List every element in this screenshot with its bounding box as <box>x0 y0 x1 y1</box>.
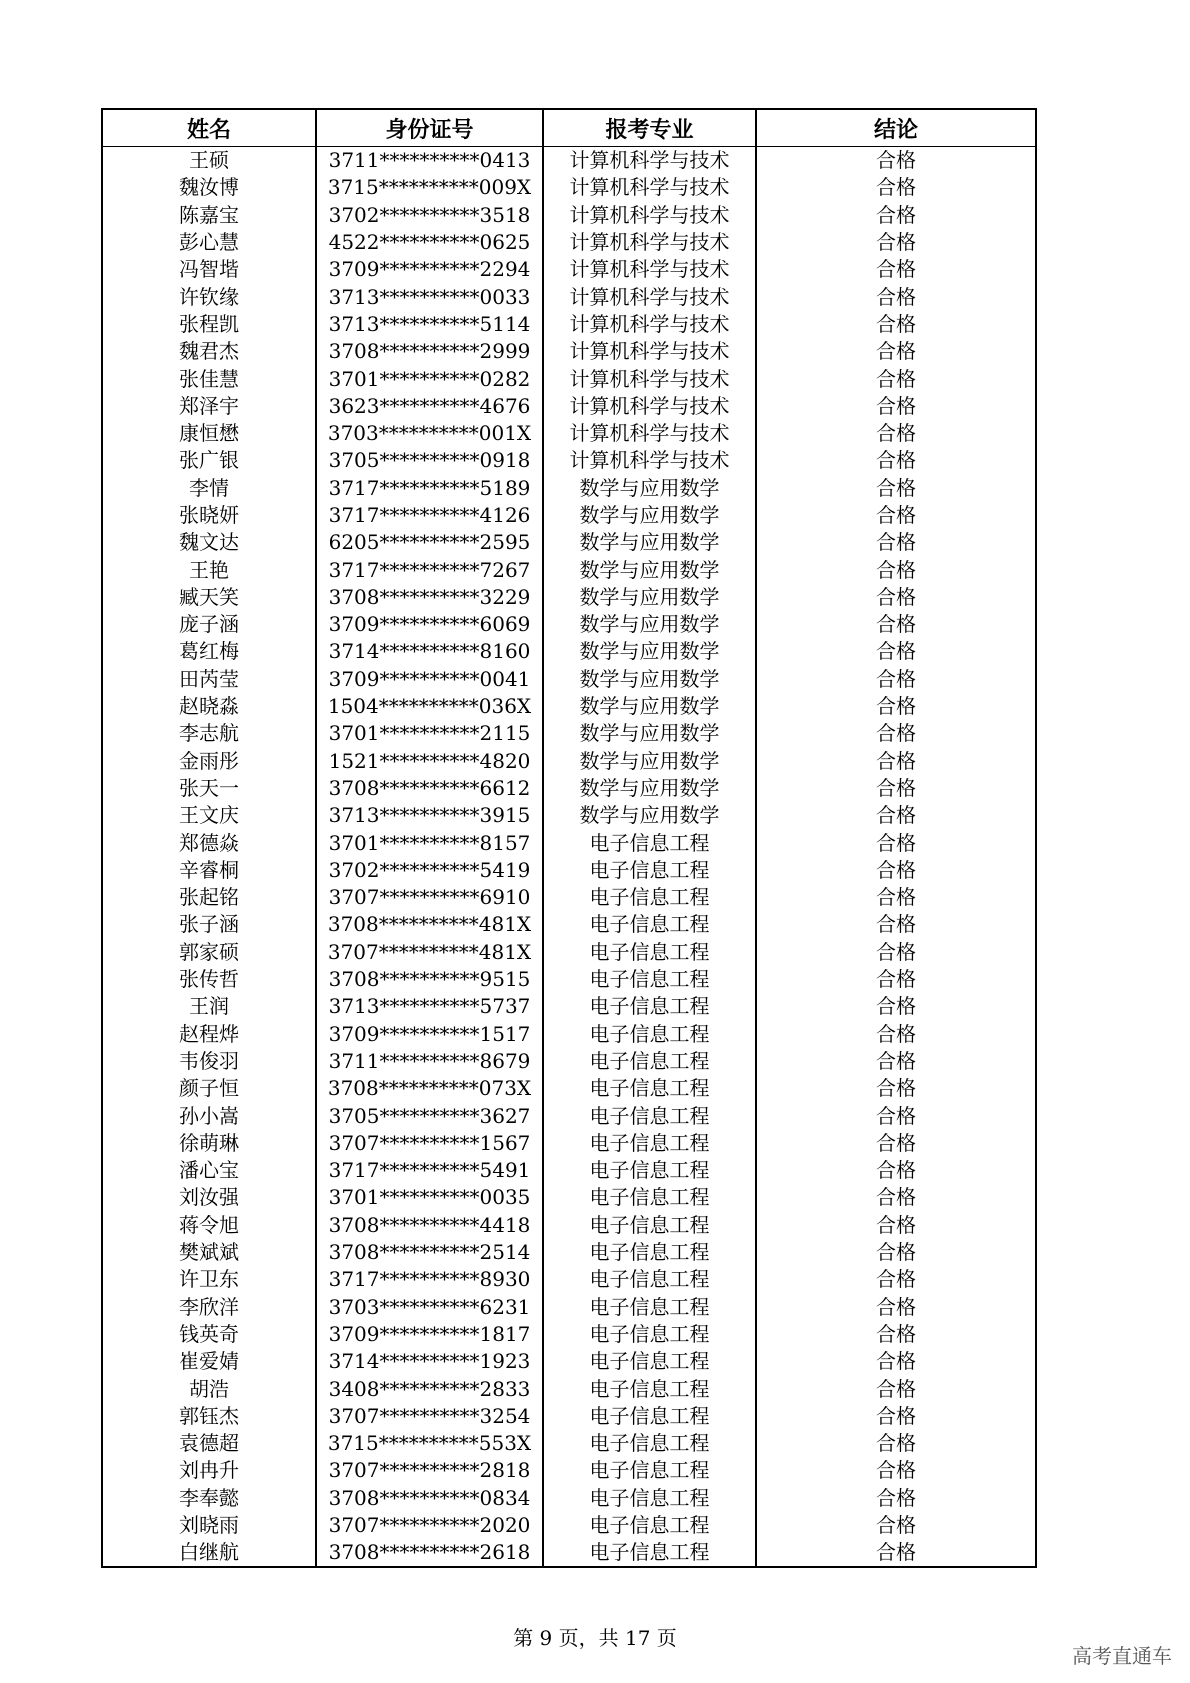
cell-result: 合格 <box>756 666 1036 693</box>
cell-id-number: 3715**********553X <box>316 1430 543 1457</box>
cell-result: 合格 <box>756 202 1036 229</box>
cell-major: 数学与应用数学 <box>543 666 756 693</box>
cell-id-number: 3708**********2618 <box>316 1539 543 1567</box>
cell-name: 葛红梅 <box>102 638 316 665</box>
table-row <box>102 775 1036 802</box>
table-row <box>102 1239 1036 1266</box>
cell-id-number: 3708**********3229 <box>316 584 543 611</box>
cell-id-number: 3709**********1517 <box>316 1021 543 1048</box>
cell-id-number: 3702**********3518 <box>316 202 543 229</box>
cell-result: 合格 <box>756 829 1036 856</box>
cell-major: 计算机科学与技术 <box>543 256 756 283</box>
cell-id-number: 3709**********6069 <box>316 611 543 638</box>
cell-name: 辛睿桐 <box>102 857 316 884</box>
cell-major: 电子信息工程 <box>543 1212 756 1239</box>
table-row <box>102 884 1036 911</box>
table-row <box>102 475 1036 502</box>
cell-id-number: 3713**********0033 <box>316 283 543 310</box>
header-result: 结论 <box>756 109 1036 147</box>
cell-major: 电子信息工程 <box>543 1075 756 1102</box>
cell-major: 电子信息工程 <box>543 1321 756 1348</box>
table-row <box>102 1457 1036 1484</box>
cell-name: 张传哲 <box>102 966 316 993</box>
cell-name: 许卫东 <box>102 1266 316 1293</box>
cell-id-number: 3701**********0035 <box>316 1184 543 1211</box>
cell-id-number: 3717**********8930 <box>316 1266 543 1293</box>
table-row <box>102 1102 1036 1129</box>
cell-result: 合格 <box>756 1293 1036 1320</box>
table-row <box>102 1048 1036 1075</box>
cell-result: 合格 <box>756 802 1036 829</box>
cell-id-number: 3408**********2833 <box>316 1375 543 1402</box>
cell-id-number: 3701**********0282 <box>316 365 543 392</box>
table-row <box>102 584 1036 611</box>
cell-result: 合格 <box>756 1212 1036 1239</box>
cell-id-number: 3717**********7267 <box>316 556 543 583</box>
cell-result: 合格 <box>756 1021 1036 1048</box>
cell-name: 郭家硕 <box>102 939 316 966</box>
table-row <box>102 693 1036 720</box>
cell-name: 魏君杰 <box>102 338 316 365</box>
cell-id-number: 3717**********4126 <box>316 502 543 529</box>
cell-result: 合格 <box>756 1157 1036 1184</box>
cell-id-number: 3715**********009X <box>316 174 543 201</box>
cell-result: 合格 <box>756 529 1036 556</box>
cell-name: 孙小嵩 <box>102 1102 316 1129</box>
cell-result: 合格 <box>756 775 1036 802</box>
cell-name: 郑德焱 <box>102 829 316 856</box>
table-row <box>102 1130 1036 1157</box>
cell-result: 合格 <box>756 1130 1036 1157</box>
cell-result: 合格 <box>756 475 1036 502</box>
table-row <box>102 1266 1036 1293</box>
cell-name: 田芮莹 <box>102 666 316 693</box>
cell-major: 电子信息工程 <box>543 939 756 966</box>
table-row <box>102 365 1036 392</box>
table-row <box>102 1348 1036 1375</box>
cell-name: 钱英奇 <box>102 1321 316 1348</box>
cell-result: 合格 <box>756 1321 1036 1348</box>
cell-id-number: 3708**********2514 <box>316 1239 543 1266</box>
table-row <box>102 829 1036 856</box>
table-header-row <box>102 109 1036 147</box>
cell-id-number: 3707**********1567 <box>316 1130 543 1157</box>
cell-result: 合格 <box>756 584 1036 611</box>
cell-major: 电子信息工程 <box>543 1157 756 1184</box>
header-id: 身份证号 <box>316 109 543 147</box>
cell-id-number: 3701**********2115 <box>316 720 543 747</box>
cell-major: 计算机科学与技术 <box>543 283 756 310</box>
cell-name: 刘晓雨 <box>102 1512 316 1539</box>
cell-name: 郑泽宇 <box>102 393 316 420</box>
cell-name: 李志航 <box>102 720 316 747</box>
cell-name: 许钦缘 <box>102 283 316 310</box>
cell-major: 电子信息工程 <box>543 857 756 884</box>
table-row <box>102 229 1036 256</box>
cell-name: 李情 <box>102 475 316 502</box>
cell-major: 电子信息工程 <box>543 993 756 1020</box>
cell-name: 康恒懋 <box>102 420 316 447</box>
cell-major: 电子信息工程 <box>543 1130 756 1157</box>
cell-major: 数学与应用数学 <box>543 748 756 775</box>
table-row <box>102 1375 1036 1402</box>
watermark-text: 高考直通车 <box>1072 1644 1172 1668</box>
cell-id-number: 3711**********8679 <box>316 1048 543 1075</box>
cell-name: 徐萌琳 <box>102 1130 316 1157</box>
cell-result: 合格 <box>756 1375 1036 1402</box>
cell-major: 电子信息工程 <box>543 911 756 938</box>
cell-result: 合格 <box>756 1348 1036 1375</box>
table-row <box>102 502 1036 529</box>
cell-major: 电子信息工程 <box>543 1403 756 1430</box>
cell-id-number: 4522**********0625 <box>316 229 543 256</box>
cell-result: 合格 <box>756 338 1036 365</box>
cell-result: 合格 <box>756 857 1036 884</box>
table-row <box>102 720 1036 747</box>
cell-major: 电子信息工程 <box>543 1048 756 1075</box>
cell-id-number: 3708**********2999 <box>316 338 543 365</box>
cell-major: 计算机科学与技术 <box>543 147 756 175</box>
cell-id-number: 3714**********1923 <box>316 1348 543 1375</box>
cell-major: 数学与应用数学 <box>543 611 756 638</box>
cell-result: 合格 <box>756 1512 1036 1539</box>
cell-result: 合格 <box>756 939 1036 966</box>
cell-name: 金雨彤 <box>102 748 316 775</box>
cell-name: 李奉懿 <box>102 1485 316 1512</box>
cell-result: 合格 <box>756 884 1036 911</box>
qualification-table <box>101 108 1037 1568</box>
cell-major: 电子信息工程 <box>543 1430 756 1457</box>
cell-result: 合格 <box>756 720 1036 747</box>
cell-result: 合格 <box>756 556 1036 583</box>
cell-id-number: 3703**********001X <box>316 420 543 447</box>
header-name: 姓名 <box>102 109 316 147</box>
cell-result: 合格 <box>756 283 1036 310</box>
cell-id-number: 3717**********5491 <box>316 1157 543 1184</box>
cell-result: 合格 <box>756 365 1036 392</box>
cell-id-number: 6205**********2595 <box>316 529 543 556</box>
cell-result: 合格 <box>756 1403 1036 1430</box>
cell-id-number: 3707**********2818 <box>316 1457 543 1484</box>
cell-major: 电子信息工程 <box>543 1457 756 1484</box>
header-major: 报考专业 <box>543 109 756 147</box>
table-row <box>102 666 1036 693</box>
cell-name: 白继航 <box>102 1539 316 1567</box>
table-row <box>102 911 1036 938</box>
cell-major: 计算机科学与技术 <box>543 174 756 201</box>
table-row <box>102 147 1036 175</box>
cell-name: 魏文达 <box>102 529 316 556</box>
cell-major: 计算机科学与技术 <box>543 338 756 365</box>
cell-major: 数学与应用数学 <box>543 475 756 502</box>
cell-id-number: 3709**********0041 <box>316 666 543 693</box>
cell-name: 蒋令旭 <box>102 1212 316 1239</box>
table-row <box>102 338 1036 365</box>
cell-name: 张程凯 <box>102 311 316 338</box>
table-row <box>102 529 1036 556</box>
cell-id-number: 3711**********0413 <box>316 147 543 175</box>
table-row <box>102 447 1036 474</box>
cell-id-number: 3713**********3915 <box>316 802 543 829</box>
cell-name: 魏汝博 <box>102 174 316 201</box>
cell-name: 张晓妍 <box>102 502 316 529</box>
cell-name: 张起铭 <box>102 884 316 911</box>
cell-name: 崔爱婧 <box>102 1348 316 1375</box>
cell-result: 合格 <box>756 966 1036 993</box>
cell-result: 合格 <box>756 229 1036 256</box>
table-row <box>102 1321 1036 1348</box>
table-row <box>102 1212 1036 1239</box>
cell-result: 合格 <box>756 1266 1036 1293</box>
cell-name: 王文庆 <box>102 802 316 829</box>
cell-major: 数学与应用数学 <box>543 529 756 556</box>
cell-id-number: 3703**********6231 <box>316 1293 543 1320</box>
cell-major: 电子信息工程 <box>543 1375 756 1402</box>
table-body <box>102 147 1036 1568</box>
cell-result: 合格 <box>756 1184 1036 1211</box>
cell-major: 电子信息工程 <box>543 1239 756 1266</box>
cell-major: 电子信息工程 <box>543 1102 756 1129</box>
cell-name: 陈嘉宝 <box>102 202 316 229</box>
cell-id-number: 1504**********036X <box>316 693 543 720</box>
cell-name: 庞子涵 <box>102 611 316 638</box>
cell-major: 电子信息工程 <box>543 1266 756 1293</box>
table-row <box>102 283 1036 310</box>
cell-name: 赵程烨 <box>102 1021 316 1048</box>
table-row <box>102 420 1036 447</box>
cell-result: 合格 <box>756 993 1036 1020</box>
cell-result: 合格 <box>756 502 1036 529</box>
cell-id-number: 3623**********4676 <box>316 393 543 420</box>
table-row <box>102 1512 1036 1539</box>
table-row <box>102 939 1036 966</box>
cell-name: 颜子恒 <box>102 1075 316 1102</box>
table-row <box>102 174 1036 201</box>
cell-major: 计算机科学与技术 <box>543 229 756 256</box>
table-row <box>102 802 1036 829</box>
cell-major: 计算机科学与技术 <box>543 202 756 229</box>
cell-result: 合格 <box>756 393 1036 420</box>
document-page <box>101 108 1035 1568</box>
table-row <box>102 1075 1036 1102</box>
table-row <box>102 638 1036 665</box>
cell-id-number: 3707**********3254 <box>316 1403 543 1430</box>
table-row <box>102 1539 1036 1567</box>
cell-id-number: 3709**********1817 <box>316 1321 543 1348</box>
cell-result: 合格 <box>756 611 1036 638</box>
cell-major: 数学与应用数学 <box>543 556 756 583</box>
cell-result: 合格 <box>756 311 1036 338</box>
table-row <box>102 1403 1036 1430</box>
cell-name: 袁德超 <box>102 1430 316 1457</box>
cell-major: 电子信息工程 <box>543 1184 756 1211</box>
cell-major: 数学与应用数学 <box>543 802 756 829</box>
table-row <box>102 1184 1036 1211</box>
cell-id-number: 3708**********6612 <box>316 775 543 802</box>
cell-major: 计算机科学与技术 <box>543 420 756 447</box>
cell-id-number: 3705**********3627 <box>316 1102 543 1129</box>
cell-id-number: 3707**********2020 <box>316 1512 543 1539</box>
cell-name: 王艳 <box>102 556 316 583</box>
table-row <box>102 857 1036 884</box>
cell-id-number: 1521**********4820 <box>316 748 543 775</box>
cell-name: 樊斌斌 <box>102 1239 316 1266</box>
cell-major: 计算机科学与技术 <box>543 393 756 420</box>
cell-name: 臧天笑 <box>102 584 316 611</box>
cell-id-number: 3713**********5737 <box>316 993 543 1020</box>
cell-major: 数学与应用数学 <box>543 638 756 665</box>
cell-name: 冯智堦 <box>102 256 316 283</box>
cell-major: 电子信息工程 <box>543 1293 756 1320</box>
cell-name: 赵晓淼 <box>102 693 316 720</box>
cell-result: 合格 <box>756 911 1036 938</box>
table-row <box>102 1485 1036 1512</box>
cell-name: 彭心慧 <box>102 229 316 256</box>
cell-result: 合格 <box>756 748 1036 775</box>
cell-major: 电子信息工程 <box>543 1348 756 1375</box>
cell-major: 数学与应用数学 <box>543 720 756 747</box>
cell-result: 合格 <box>756 147 1036 175</box>
table-row <box>102 748 1036 775</box>
table-row <box>102 202 1036 229</box>
table-row <box>102 311 1036 338</box>
cell-id-number: 3714**********8160 <box>316 638 543 665</box>
table-row <box>102 966 1036 993</box>
cell-name: 刘冉升 <box>102 1457 316 1484</box>
table-row <box>102 393 1036 420</box>
cell-major: 电子信息工程 <box>543 884 756 911</box>
cell-id-number: 3705**********0918 <box>316 447 543 474</box>
cell-major: 数学与应用数学 <box>543 584 756 611</box>
cell-result: 合格 <box>756 693 1036 720</box>
cell-major: 电子信息工程 <box>543 1485 756 1512</box>
cell-major: 数学与应用数学 <box>543 775 756 802</box>
cell-major: 计算机科学与技术 <box>543 447 756 474</box>
cell-result: 合格 <box>756 1075 1036 1102</box>
cell-result: 合格 <box>756 1485 1036 1512</box>
cell-id-number: 3707**********6910 <box>316 884 543 911</box>
cell-result: 合格 <box>756 1048 1036 1075</box>
table-row <box>102 256 1036 283</box>
cell-major: 电子信息工程 <box>543 1539 756 1567</box>
cell-name: 胡浩 <box>102 1375 316 1402</box>
table-row <box>102 611 1036 638</box>
cell-result: 合格 <box>756 1457 1036 1484</box>
cell-name: 张广银 <box>102 447 316 474</box>
cell-result: 合格 <box>756 1539 1036 1567</box>
cell-name: 王润 <box>102 993 316 1020</box>
cell-major: 数学与应用数学 <box>543 502 756 529</box>
cell-id-number: 3708**********4418 <box>316 1212 543 1239</box>
cell-name: 张天一 <box>102 775 316 802</box>
cell-id-number: 3708**********9515 <box>316 966 543 993</box>
cell-name: 张佳慧 <box>102 365 316 392</box>
cell-name: 刘汝强 <box>102 1184 316 1211</box>
cell-major: 计算机科学与技术 <box>543 365 756 392</box>
cell-result: 合格 <box>756 256 1036 283</box>
table-row <box>102 993 1036 1020</box>
cell-id-number: 3701**********8157 <box>316 829 543 856</box>
table-row <box>102 1157 1036 1184</box>
cell-result: 合格 <box>756 1102 1036 1129</box>
cell-name: 韦俊羽 <box>102 1048 316 1075</box>
cell-id-number: 3707**********481X <box>316 939 543 966</box>
table-row <box>102 1021 1036 1048</box>
cell-id-number: 3708**********073X <box>316 1075 543 1102</box>
cell-id-number: 3708**********481X <box>316 911 543 938</box>
cell-result: 合格 <box>756 1239 1036 1266</box>
cell-result: 合格 <box>756 420 1036 447</box>
table-row <box>102 556 1036 583</box>
cell-major: 电子信息工程 <box>543 1512 756 1539</box>
cell-id-number: 3702**********5419 <box>316 857 543 884</box>
cell-major: 电子信息工程 <box>543 1021 756 1048</box>
cell-id-number: 3709**********2294 <box>316 256 543 283</box>
page-number: 第 9 页，共 17 页 <box>513 1626 677 1650</box>
cell-major: 数学与应用数学 <box>543 693 756 720</box>
cell-id-number: 3717**********5189 <box>316 475 543 502</box>
cell-major: 电子信息工程 <box>543 966 756 993</box>
cell-id-number: 3713**********5114 <box>316 311 543 338</box>
cell-name: 王硕 <box>102 147 316 175</box>
table-row <box>102 1430 1036 1457</box>
cell-name: 李欣洋 <box>102 1293 316 1320</box>
cell-major: 电子信息工程 <box>543 829 756 856</box>
cell-name: 郭钰杰 <box>102 1403 316 1430</box>
cell-result: 合格 <box>756 174 1036 201</box>
cell-name: 潘心宝 <box>102 1157 316 1184</box>
cell-result: 合格 <box>756 1430 1036 1457</box>
cell-result: 合格 <box>756 638 1036 665</box>
cell-major: 计算机科学与技术 <box>543 311 756 338</box>
cell-id-number: 3708**********0834 <box>316 1485 543 1512</box>
table-row <box>102 1293 1036 1320</box>
cell-name: 张子涵 <box>102 911 316 938</box>
cell-result: 合格 <box>756 447 1036 474</box>
